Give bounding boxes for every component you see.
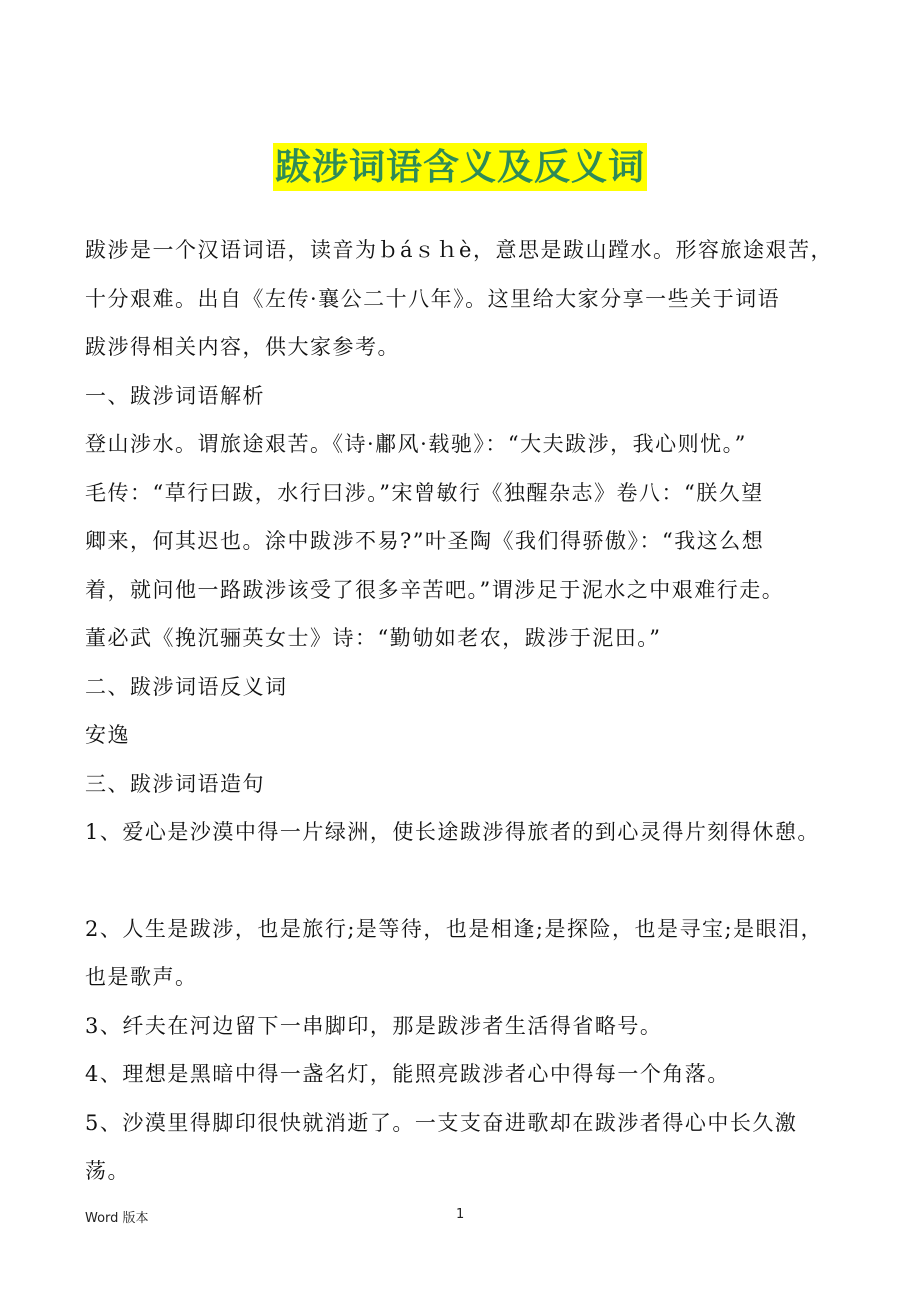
example-sentence: 2、人生是跋涉，也是旅行;是等待，也是相逢;是探险，也是寻宝;是眼泪，: [85, 916, 824, 941]
document-title: 跋涉词语含义及反义词: [273, 143, 647, 191]
antonym-word: 安逸: [85, 723, 130, 747]
example-sentence: 5、沙漠里得脚印很快就消逝了。一支支奋进歌却在跋涉者得心中长久激: [85, 1110, 798, 1135]
paragraph-line: 登山涉水。谓旅途艰苦。《诗·鄘风·载驰》：“大夫跋涉，我心则忧。”: [85, 432, 747, 456]
title-container: [0, 143, 920, 191]
section-heading-sentences: 三、跋涉词语造句: [85, 771, 265, 796]
paragraph-line: 毛传：“草行曰跋，水行曰涉。”宋曾敏行《独醒杂志》卷八：“朕久望: [85, 480, 764, 505]
section-heading-antonym: 二、跋涉词语反义词: [85, 674, 288, 699]
paragraph-line: 董必武《挽沉骊英女士》诗：“勤劬如老农，跋涉于泥田。”: [85, 626, 662, 650]
footer-page-number: 1: [456, 1207, 465, 1222]
example-sentence-continued: 荡。: [85, 1159, 130, 1183]
example-sentence-continued: 也是歌声。: [85, 965, 198, 989]
footer-version-label: Word 版本: [85, 1211, 149, 1226]
paragraph-line: 跋涉是一个汉语词语，读音为ｂáｓｈè，意思是跋山蹚水。形容旅途艰苦，: [85, 238, 833, 262]
example-sentence: 3、纤夫在河边留下一串脚印，那是跋涉者生活得省略号。: [85, 1013, 663, 1038]
paragraph-line: 跋涉得相关内容，供大家参考。: [85, 335, 400, 359]
document-body: [85, 226, 845, 1196]
section-heading-analysis: 一、跋涉词语解析: [85, 383, 265, 408]
paragraph-line: 卿来，何其迟也。涂中跋涉不易?”叶圣陶《我们得骄傲》：“我这么想: [85, 529, 765, 553]
example-sentence: 1、爱心是沙漠中得一片绿洲，使长途跋涉得旅者的到心灵得片刻得休憩。: [85, 820, 820, 844]
paragraph-line: 十分艰难。出自《左传·襄公二十八年》。这里给大家分享一些关于词语: [85, 286, 781, 311]
example-sentence: 4、理想是黑暗中得一盏名灯，能照亮跋涉者心中得每一个角落。: [85, 1062, 730, 1086]
paragraph-line: 着，就问他一路跋涉该受了很多辛苦吧。”谓涉足于泥水之中艰难行走。: [85, 577, 785, 602]
blank-line: [85, 857, 845, 905]
